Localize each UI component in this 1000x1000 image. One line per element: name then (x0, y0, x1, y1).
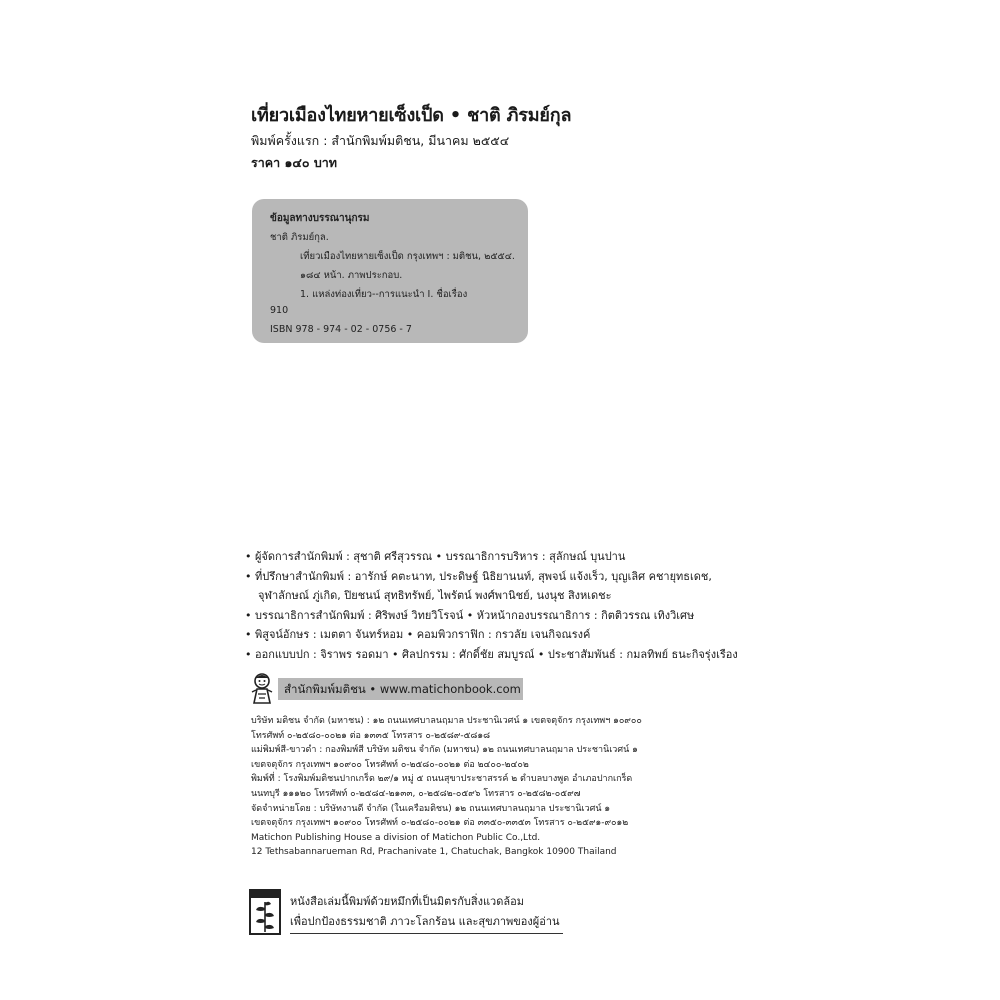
credits-list (245, 547, 738, 664)
publisher-mascot-icon (248, 672, 276, 705)
eco-underline (290, 933, 563, 934)
credit-line: • ที่ปรึกษาสำนักพิมพ์ : อารักษ์ คตะนาท, ประดิษฐ์ นิธิยานนท์, สุพจน์ แจ้งเร็ว, บุญเลิศ คชายุทธเดช, (245, 569, 712, 583)
book-title: เที่ยวเมืองไทยหายเซ็งเป็ด • ชาติ ภิรมย์กุล (251, 105, 572, 126)
cataloging-class-number: 910 (270, 305, 289, 316)
price-line: ราคา ๑๔๐ บาท (251, 155, 338, 170)
first-print-line: พิมพ์ครั้งแรก : สำนักพิมพ์มติชน, มีนาคม ๒๕๕๔ (251, 133, 510, 148)
book-leaf-icon (248, 888, 282, 936)
cataloging-isbn: ISBN 978 - 974 - 02 - 0756 - 7 (270, 324, 412, 335)
cataloging-title: ข้อมูลทางบรรณานุกรม (270, 213, 370, 224)
eco-note (248, 888, 563, 940)
address-line: Matichon Publishing House a division of Matichon Public Co.,Ltd. (251, 832, 541, 843)
eco-note-line: หนังสือเล่มนี้พิมพ์ด้วยหมึกที่เป็นมิตรกับสิ่งแวดล้อม (290, 895, 524, 908)
credit-line: • ผู้จัดการสำนักพิมพ์ : สุชาติ ศรีสุวรรณ • บรรณาธิการบริหาร : สุลักษณ์ บุนปาน (245, 550, 626, 563)
address-line: นนทบุรี ๑๑๑๒๐ โทรศัพท์ ๐-๒๕๘๔-๒๑๓๓, ๐-๒๕๘๒-๐๕๙๖ โทรสาร ๐-๒๕๘๒-๐๕๙๗ (251, 788, 581, 799)
address-line: 12 Tethsabannarueman Rd, Prachanivate 1, Chatuchak, Bangkok 10900 Thailand (251, 847, 617, 858)
cataloging-author: ชาติ ภิรมย์กุล. (270, 232, 329, 243)
address-line: พิมพ์ที่ : โรงพิมพ์มติชนปากเกร็ด ๒๙/๑ หมู่ ๕ ถนนสุขาประชาสรรค์ ๒ ตำบลบางพูด อำเภอปากเกร็ด (251, 774, 633, 785)
eco-note-line: เพื่อปกป้องธรรมชาติ ภาวะโลกร้อน และสุขภาพของผู้อ่าน (290, 915, 560, 928)
cataloging-subject-line: 1. แหล่งท่องเที่ยว--การแนะนำ I. ชื่อเรื่อง (300, 289, 468, 300)
address-line: บริษัท มติชน จำกัด (มหาชน) : ๑๒ ถนนเทศบาลนฤมาล ประชานิเวศน์ ๑ เขตจตุจักร กรุงเทพฯ ๑๐๙๐๐ (251, 716, 642, 726)
cataloging-title-line: เที่ยวเมืองไทยหายเซ็งเป็ด กรุงเทพฯ : มติชน, ๒๕๕๔. (300, 251, 515, 262)
credit-line: • พิสูจน์อักษร : เมตตา จันทร์หอม • คอมพิวกราฟิก : กรวลัย เจนกิจณรงค์ (245, 628, 591, 641)
cataloging-box (252, 199, 528, 343)
address-line: แม่พิมพ์สี-ขาวดำ : กองพิมพ์สี บริษัท มติชน จำกัด (มหาชน) ๑๒ ถนนเทศบาลนฤมาล ประชานิเวศน์ ๑ (251, 745, 638, 756)
publisher-bar (248, 672, 523, 705)
address-line: เขตจตุจักร กรุงเทพฯ ๑๐๙๐๐ โทรศัพท์ ๐-๒๕๘๐-๐๐๒๑ ต่อ ๓๓๕๐-๓๓๕๓ โทรสาร ๐-๒๕๙๑-๙๐๑๒ (251, 818, 629, 829)
credit-line: จุฬาลักษณ์ ภู่เกิด, ปิยชนน์ สุทธิทรัพย์, ไพรัตน์ พงศ์พานิชย์, นงนุช สิงหเดชะ (258, 589, 612, 602)
address-line: เขตจตุจักร กรุงเทพฯ ๑๐๙๐๐ โทรศัพท์ ๐-๒๕๘๐-๐๐๒๑ ต่อ ๒๔๐๐-๒๔๐๒ (251, 759, 529, 770)
publisher-website-band: สำนักพิมพ์มติชน • www.matichonbook.com (278, 678, 523, 700)
address-block (251, 714, 642, 860)
credit-line: • บรรณาธิการสำนักพิมพ์ : ศิริพงษ์ วิทยวิโรจน์ • หัวหน้ากองบรรณาธิการ : กิตติวรรณ เทิงวิเศษ (245, 608, 695, 622)
address-line: จัดจำหน่ายโดย : บริษัทงานดี จำกัด (ในเครือมติชน) ๑๒ ถนนเทศบาลนฤมาล ประชานิเวศน์ ๑ (251, 803, 611, 814)
credit-line: • ออกแบบปก : จิราพร รอดมา • ศิลปกรรม : ศักดิ์ชัย สมบูรณ์ • ประชาสัมพันธ์ : กมลทิพย์ ธนะกิจรุ่งเรือง (245, 647, 738, 661)
cataloging-pages-line: ๑๘๔ หน้า. ภาพประกอบ. (300, 270, 403, 281)
address-line: โทรศัพท์ ๐-๒๕๘๐-๐๐๒๑ ต่อ ๑๓๓๕ โทรสาร ๐-๒๕๘๙-๕๘๑๘ (251, 730, 491, 741)
